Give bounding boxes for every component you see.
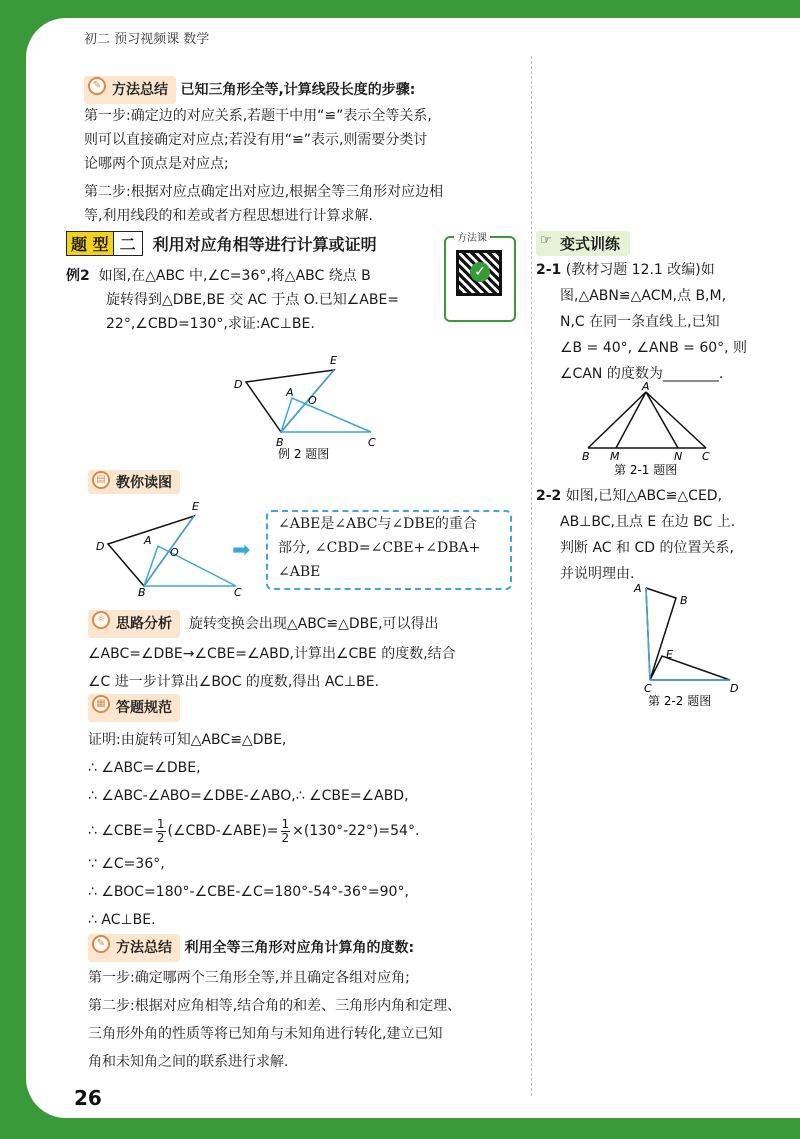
section-title: 利用对应角相等进行计算或证明 bbox=[152, 235, 377, 254]
hand-icon: ✎ bbox=[88, 77, 106, 95]
section-heading bbox=[66, 231, 377, 256]
method-title-1: 已知三角形全等,计算线段长度的步骤: bbox=[180, 82, 416, 98]
triangle-dbe bbox=[246, 370, 334, 432]
variant-title: ☞ 变式训练 bbox=[536, 231, 630, 256]
example-caption: 例 2 题图 bbox=[278, 447, 330, 460]
q1-line: N,C 在同一条直线上,已知 bbox=[560, 314, 720, 330]
example-label: 例2 bbox=[66, 268, 90, 284]
label-c: C bbox=[234, 586, 242, 596]
variant-q2 bbox=[536, 484, 735, 586]
read-box-line: ∠ABE bbox=[278, 564, 321, 580]
answer-line: ∴ AC⊥BE. bbox=[88, 912, 156, 928]
label-a: A bbox=[144, 534, 152, 547]
label-d: D bbox=[730, 682, 739, 695]
segment-ac bbox=[646, 392, 706, 448]
label-a: A bbox=[286, 386, 294, 399]
answer-line: ∴ ∠BOC=180°-∠CBE-∠C=180°-54°-36°=90°, bbox=[88, 884, 409, 900]
label-b: B bbox=[138, 586, 146, 596]
triangle-abc bbox=[646, 588, 676, 680]
label-e: E bbox=[330, 354, 337, 367]
q1-line: ∠CAN 的度数为________. bbox=[560, 366, 724, 382]
label-e: E bbox=[666, 648, 673, 661]
method1-line: 则可以直接确定对应点;若没有用“≌”表示,则需要分类讨 bbox=[84, 132, 428, 148]
read-info-box bbox=[266, 510, 512, 590]
method-title-2: 利用全等三角形对应角计算角的度数: bbox=[184, 940, 415, 956]
page-header: 初二 预习视频课 数学 bbox=[84, 32, 210, 47]
answer-equation: ∴ ∠CBE= $\frac{1}{2}$ (∠CBD-∠ABE)= $\frac{1}{2}$ ×(130°-22°)=54°. bbox=[88, 816, 420, 845]
q1-figure bbox=[574, 380, 720, 476]
method2-line: 三角形外角的性质等将已知角与未知角进行转化,建立已知 bbox=[88, 1026, 443, 1042]
page-number: 26 bbox=[74, 1086, 102, 1110]
label-o: O bbox=[308, 394, 317, 407]
q2-line: AB⊥BC,且点 E 在边 BC 上. bbox=[560, 514, 736, 530]
segment-an bbox=[646, 392, 678, 448]
label-m: M bbox=[610, 450, 620, 463]
q2-line: 判断 AC 和 CD 的位置关系, bbox=[560, 540, 734, 556]
read-figure bbox=[86, 496, 246, 596]
example-2 bbox=[66, 264, 399, 336]
label-d: D bbox=[96, 540, 105, 553]
example-line: 旋转得到△DBE,BE 交 AC 于点 O.已知∠ABE= bbox=[106, 292, 400, 308]
q1-line: 图,△ABN≌△ACM,点 B,M, bbox=[560, 288, 727, 304]
segment-ac bbox=[646, 588, 650, 680]
section-tag: 题 型 bbox=[66, 231, 114, 256]
example-figure bbox=[226, 340, 386, 460]
lightbulb-icon: ☼ bbox=[92, 611, 110, 629]
segment-ab bbox=[588, 392, 646, 448]
method1-line: 论哪两个顶点是对应点; bbox=[84, 156, 229, 172]
label-b: B bbox=[582, 450, 590, 463]
q2-line: 并说明理由. bbox=[560, 566, 635, 582]
analysis-line: 旋转变换会出现△ABC≌△DBE,可以得出 bbox=[188, 616, 439, 632]
segment-am bbox=[616, 392, 646, 448]
method-summary-2: ✎ 方法总结 利用全等三角形对应角计算角的度数: 第一步:确定哪两个三角形全等,并且确定各组对应角; 第二步:根据对应角相等,结合角的和差、三角形内角和定理、 三角形外角的性质等将已知角与未知角进行转化,建立已知 角和未知角之间的联系进行求解. bbox=[88, 934, 461, 1074]
label-d: D bbox=[234, 378, 243, 391]
answer-line: ∴ ∠ABC-∠ABO=∠DBE-∠ABO,∴ ∠CBE=∠ABD, bbox=[88, 788, 409, 804]
triangle-abc bbox=[144, 516, 236, 586]
pointing-hand-icon: ☞ bbox=[540, 233, 552, 248]
q2-label: 2-2 bbox=[536, 488, 562, 504]
label-c: C bbox=[368, 436, 376, 449]
method2-line: 角和未知角之间的联系进行求解. bbox=[88, 1054, 289, 1070]
label-a: A bbox=[642, 380, 650, 393]
triangle-abc bbox=[281, 370, 371, 432]
column-divider bbox=[531, 56, 532, 1096]
fraction: $\frac{1}{2}$ bbox=[281, 816, 290, 845]
answer: ▦ 答题规范 证明:由旋转可知△ABC≌△DBE, ∴ ∠ABC=∠DBE, ∴ ∠ABC-∠ABO=∠DBE-∠ABO,∴ ∠CBE=∠ABD, ∴ ∠CBE= $\frac{1}{2}$ (∠CBD-∠ABE)= $\frac{1}{2}$ ×(130°-22°)=54°. ∵ ∠C=36°, ∴ ∠BOC=180°-∠CBE-∠C=180°-54°-36°=90°, ∴ AC⊥BE. bbox=[88, 694, 419, 932]
answer-line: ∵ ∠C=36°, bbox=[88, 856, 165, 872]
label-c: C bbox=[702, 450, 710, 463]
book-icon: ▤ bbox=[92, 471, 110, 489]
q2-caption: 第 2-2 题图 bbox=[648, 694, 712, 706]
label-e: E bbox=[192, 500, 199, 513]
method2-line: 第二步:根据对应角相等,结合角的和差、三角形内角和定理、 bbox=[88, 998, 462, 1014]
calendar-icon: ▦ bbox=[92, 695, 110, 713]
q1-label: 2-1 bbox=[536, 262, 562, 278]
label-n: N bbox=[674, 450, 683, 463]
q2-line: 如图,已知△ABC≌△CED, bbox=[565, 488, 723, 504]
example-line: 如图,在△ABC 中,∠C=36°,将△ABC 绕点 B bbox=[98, 268, 371, 284]
read-box-line: 部分, ∠CBD=∠CBE+∠DBA+ bbox=[278, 540, 481, 556]
check-icon: ✓ bbox=[470, 262, 490, 282]
label-a: A bbox=[634, 582, 642, 595]
example-line: 22°,∠CBD=130°,求证:AC⊥BE. bbox=[106, 316, 315, 332]
analysis: ☼ 思路分析 旋转变换会出现△ABC≌△DBE,可以得出 ∠ABC=∠DBE→∠CBE=∠ABD,计算出∠CBE 的度数,结合 ∠C 进一步计算出∠BOC 的度数,得出 AC⊥BE. bbox=[88, 610, 456, 694]
q2-figure bbox=[626, 578, 746, 706]
label-b: B bbox=[680, 594, 688, 607]
analysis-line: ∠C 进一步计算出∠BOC 的度数,得出 AC⊥BE. bbox=[88, 674, 380, 690]
method-tag-1: ✎ 方法总结 bbox=[84, 76, 176, 104]
variant-q1 bbox=[536, 258, 747, 386]
qr-code-card[interactable] bbox=[444, 233, 516, 322]
method1-line: 第一步:确定边的对应关系,若题干中用“≌”表示全等关系, bbox=[84, 108, 432, 124]
answer-line: 证明:由旋转可知△ABC≌△DBE, bbox=[88, 732, 287, 748]
analysis-line: ∠ABC=∠DBE→∠CBE=∠ABD,计算出∠CBE 的度数,结合 bbox=[88, 646, 456, 662]
q1-line: (教材习题 12.1 改编)如 bbox=[565, 262, 715, 278]
read-box-line: ∠ABE是∠ABC与∠DBE的重合 bbox=[278, 516, 477, 532]
method-summary-1 bbox=[84, 76, 443, 228]
q1-caption: 第 2-1 题图 bbox=[614, 463, 678, 476]
answer-line: ∴ ∠ABC=∠DBE, bbox=[88, 760, 201, 776]
page bbox=[26, 18, 800, 1118]
qr-label: 方法课 bbox=[454, 229, 490, 244]
label-b: B bbox=[276, 436, 284, 449]
q1-line: ∠B = 40°, ∠ANB = 60°, 则 bbox=[560, 340, 748, 356]
label-c: C bbox=[644, 682, 652, 695]
method1-line: 等,利用线段的和差或者方程思想进行计算求解. bbox=[84, 208, 373, 224]
arrow-right-icon: ➡ bbox=[232, 538, 251, 563]
hand-icon: ✎ bbox=[92, 935, 110, 953]
read-figure-tag: ▤ 教你读图 bbox=[88, 470, 180, 494]
triangle-ced bbox=[650, 656, 730, 680]
label-o: O bbox=[170, 546, 179, 559]
method2-line: 第一步:确定哪两个三角形全等,并且确定各组对应角; bbox=[88, 970, 410, 986]
section-number: 二 bbox=[114, 231, 143, 256]
method1-line: 第二步:根据对应点确定出对应边,根据全等三角形对应边相 bbox=[84, 184, 444, 200]
fraction: $\frac{1}{2}$ bbox=[156, 816, 165, 845]
